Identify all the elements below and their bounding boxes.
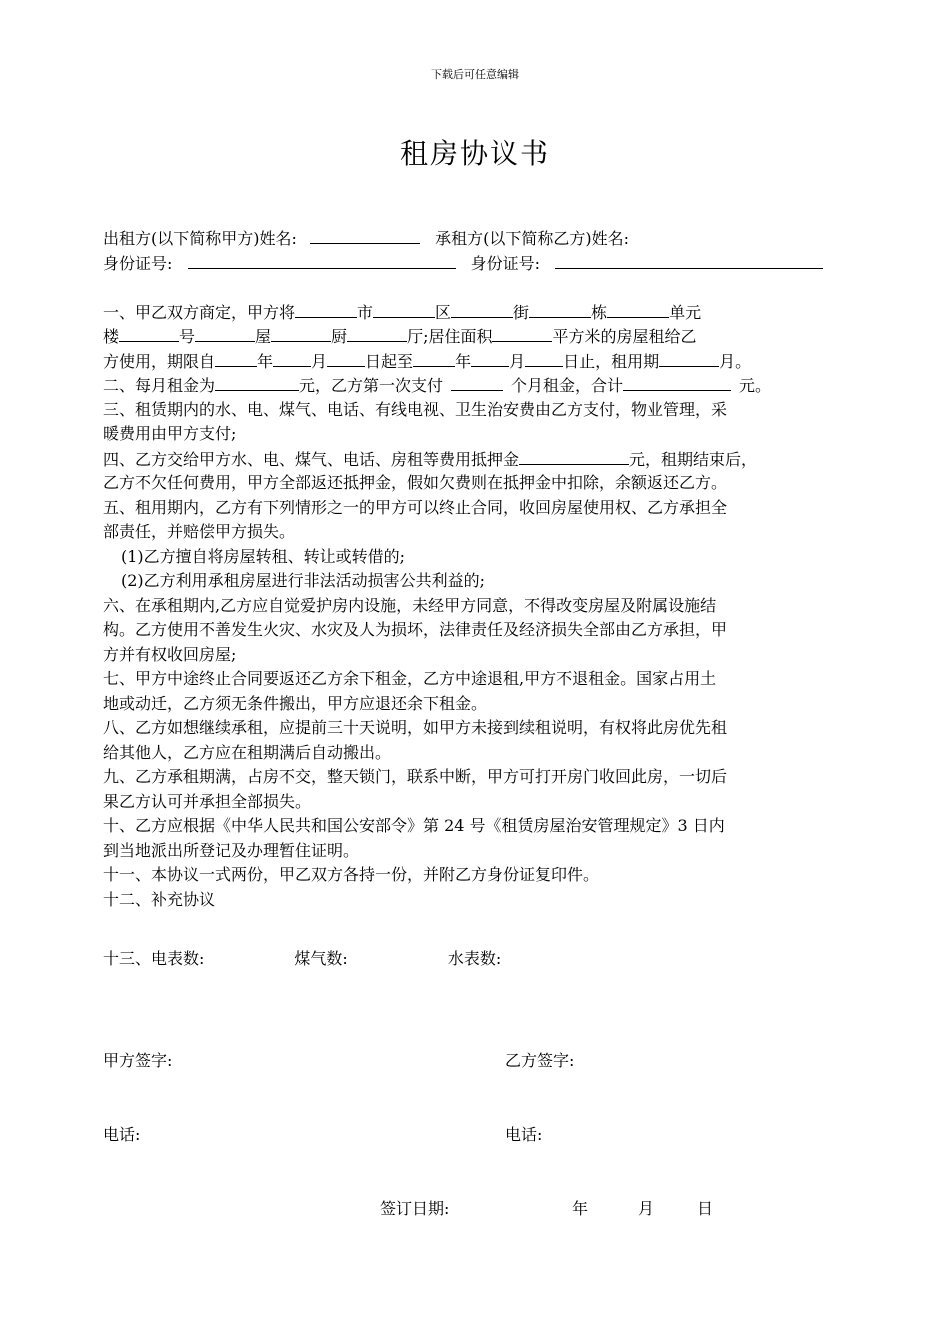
unit-blank[interactable]: [607, 300, 669, 318]
sign-date-month: 月: [638, 1199, 655, 1218]
lessee-id-label: 身份证号:: [470, 253, 540, 273]
clause-5-item-2: (2)乙方利用承租房屋进行非法活动损害公共利益的;: [121, 571, 486, 590]
clause-3-line-1: 三、租赁期内的水、电、煤气、电话、有线电视、卫生治安费由乙方支付，物业管理，采: [103, 399, 728, 419]
clause-5-line-2: 部责任，并赔偿甲方损失。: [103, 522, 296, 541]
lessor-id-blank[interactable]: [188, 251, 456, 269]
clause-12: 十二、补充协议: [103, 889, 216, 909]
street-label: 街: [513, 302, 530, 322]
clause-1-line-2: [103, 324, 863, 349]
from-year-blank[interactable]: [215, 349, 257, 367]
clause-6-line-2: 构。乙方使用不善发生火灾、水灾及人为损坏，法律责任及经济损失全部由乙方承担，甲: [103, 620, 728, 639]
area-unit-text: 平方米的房屋租给乙: [552, 327, 697, 346]
document-title: 租房协议书: [399, 137, 550, 170]
clause-1-line-1: [103, 300, 863, 325]
electric-meter-label: 十三、电表数:: [103, 949, 205, 968]
clause-10-line-2: 到当地派出所登记及办理暂住证明。: [103, 840, 360, 860]
to-day-blank[interactable]: [525, 349, 563, 367]
unit-label: 单元: [669, 302, 702, 322]
clause-6-line-3: 方并有权收回房屋;: [103, 644, 237, 664]
header-note: 下载后可任意编辑: [431, 68, 519, 81]
parties-id-line: [103, 251, 863, 276]
total-blank[interactable]: [623, 373, 731, 391]
sign-date-label: 签订日期:: [380, 1199, 450, 1218]
deposit-label: 四、乙方交给甲方水、电、煤气、电话、房租等费用抵押金: [103, 449, 520, 469]
floor-label: 楼: [103, 327, 120, 346]
clause-4-line-2: 乙方不欠任何费用，甲方全部返还抵押金，假如欠费则在抵押金中扣除，余额返还乙方。: [103, 473, 728, 492]
hall-blank[interactable]: [347, 324, 407, 342]
building-label: 栋: [591, 302, 608, 322]
clause-5-item-1: (1)乙方擅自将房屋转租、转让或转借的;: [121, 546, 406, 566]
lessor-signature-label: 甲方签字:: [103, 1051, 173, 1070]
deposit-tail-text: 元，租期结束后，: [629, 449, 758, 469]
area-label: 厅;居住面积: [407, 327, 493, 346]
kitchen-label: 厨: [331, 327, 348, 346]
city-label: 市: [357, 302, 374, 322]
term-to-label: 日起至: [365, 351, 414, 371]
clause-1-line-3: [103, 349, 863, 374]
spacer: [103, 275, 863, 300]
number-blank[interactable]: [119, 324, 179, 342]
from-day-blank[interactable]: [327, 349, 365, 367]
lessor-id-label: 身份证号:: [103, 253, 173, 273]
number-label: 号: [179, 327, 196, 346]
sign-date-day: 日: [697, 1199, 714, 1218]
deposit-blank[interactable]: [519, 447, 629, 465]
clause-1-text: 一、甲乙双方商定，甲方将: [103, 302, 296, 322]
month-label: 月: [509, 351, 526, 371]
lessor-name-label: 出租方(以下简称甲方)姓名:: [103, 229, 297, 248]
clause-3-line-2: 暖费用由甲方支付;: [103, 424, 237, 443]
clause-13-meter-readings: [103, 946, 501, 969]
lessor-name-blank[interactable]: [310, 226, 420, 244]
lessee-name-label: 承租方(以下简称乙方)姓名:: [435, 229, 629, 248]
year-label: 年: [257, 351, 274, 371]
clause-9-line-1: 九、乙方承租期满，占房不交，整天锁门，联系中断，甲方可打开房门收回此房，一切后: [103, 767, 728, 786]
clause-8-line-2: 给其他人，乙方应在租期满后自动搬出。: [103, 742, 392, 762]
water-meter-label: 水表数:: [447, 949, 502, 968]
to-month-blank[interactable]: [471, 349, 509, 367]
clause-8-line-1: 八、乙方如想继续承租，应提前三十天说明，如甲方未接到续租说明，有权将此房优先租: [103, 718, 728, 737]
street-blank[interactable]: [451, 300, 513, 318]
yuan-label: 元。: [739, 376, 772, 395]
year-label: 年: [455, 351, 472, 371]
clause-10-line-1: 十、乙方应根据《中华人民共和国公安部令》第 24 号《租赁房屋治安管理规定》3 日内: [103, 816, 725, 835]
lessee-id-blank[interactable]: [555, 251, 823, 269]
clause-11: 十一、本协议一式两份，甲乙双方各持一份，并附乙方身份证复印件。: [103, 865, 600, 884]
first-months-blank[interactable]: [451, 373, 503, 391]
building-blank[interactable]: [529, 300, 591, 318]
monthly-rent-blank[interactable]: [215, 373, 299, 391]
first-payment-label: 元，乙方第一次支付: [299, 376, 444, 395]
sign-date-year: 年: [572, 1199, 589, 1218]
month-label: 月: [311, 351, 328, 371]
city-blank[interactable]: [295, 300, 357, 318]
clause-2: [103, 373, 863, 398]
parties-name-line: [103, 226, 863, 251]
rent-label: 二、每月租金为: [103, 376, 216, 395]
clause-4-line-1: [103, 447, 863, 472]
lease-period-label: 日止，租用期: [563, 351, 660, 371]
to-year-blank[interactable]: [413, 349, 455, 367]
total-label: 个月租金，合计: [511, 376, 624, 395]
clause-5-line-1: 五、租用期内，乙方有下列情形之一的甲方可以终止合同，收回房屋使用权、乙方承担全: [103, 497, 728, 517]
district-blank[interactable]: [373, 300, 435, 318]
clause-9-line-2: 果乙方认可并承担全部损失。: [103, 791, 312, 811]
lessee-phone-label: 电话:: [505, 1125, 543, 1144]
district-label: 区: [435, 302, 452, 322]
clause-7-line-1: 七、甲方中途终止合同要返还乙方余下租金，乙方中途退租,甲方不退租金。国家占用土: [103, 669, 717, 688]
room-label: 屋: [255, 327, 272, 346]
term-from-label: 方使用，期限自: [103, 351, 216, 371]
room-blank[interactable]: [195, 324, 255, 342]
lease-months-blank[interactable]: [659, 349, 719, 367]
area-blank[interactable]: [492, 324, 552, 342]
lessor-phone-label: 电话:: [103, 1125, 141, 1144]
agreement-body: [103, 226, 863, 912]
lessee-signature-label: 乙方签字:: [505, 1051, 575, 1070]
months-label: 月。: [719, 351, 752, 371]
clause-7-line-2: 地或动迁，乙方须无条件搬出，甲方应退还余下租金。: [103, 693, 488, 713]
from-month-blank[interactable]: [273, 349, 311, 367]
clause-6-line-1: 六、在承租期内,乙方应自觉爱护房内设施，未经甲方同意，不得改变房屋及附属设施结: [103, 595, 717, 615]
kitchen-blank[interactable]: [271, 324, 331, 342]
gas-meter-label: 煤气数:: [294, 949, 348, 968]
